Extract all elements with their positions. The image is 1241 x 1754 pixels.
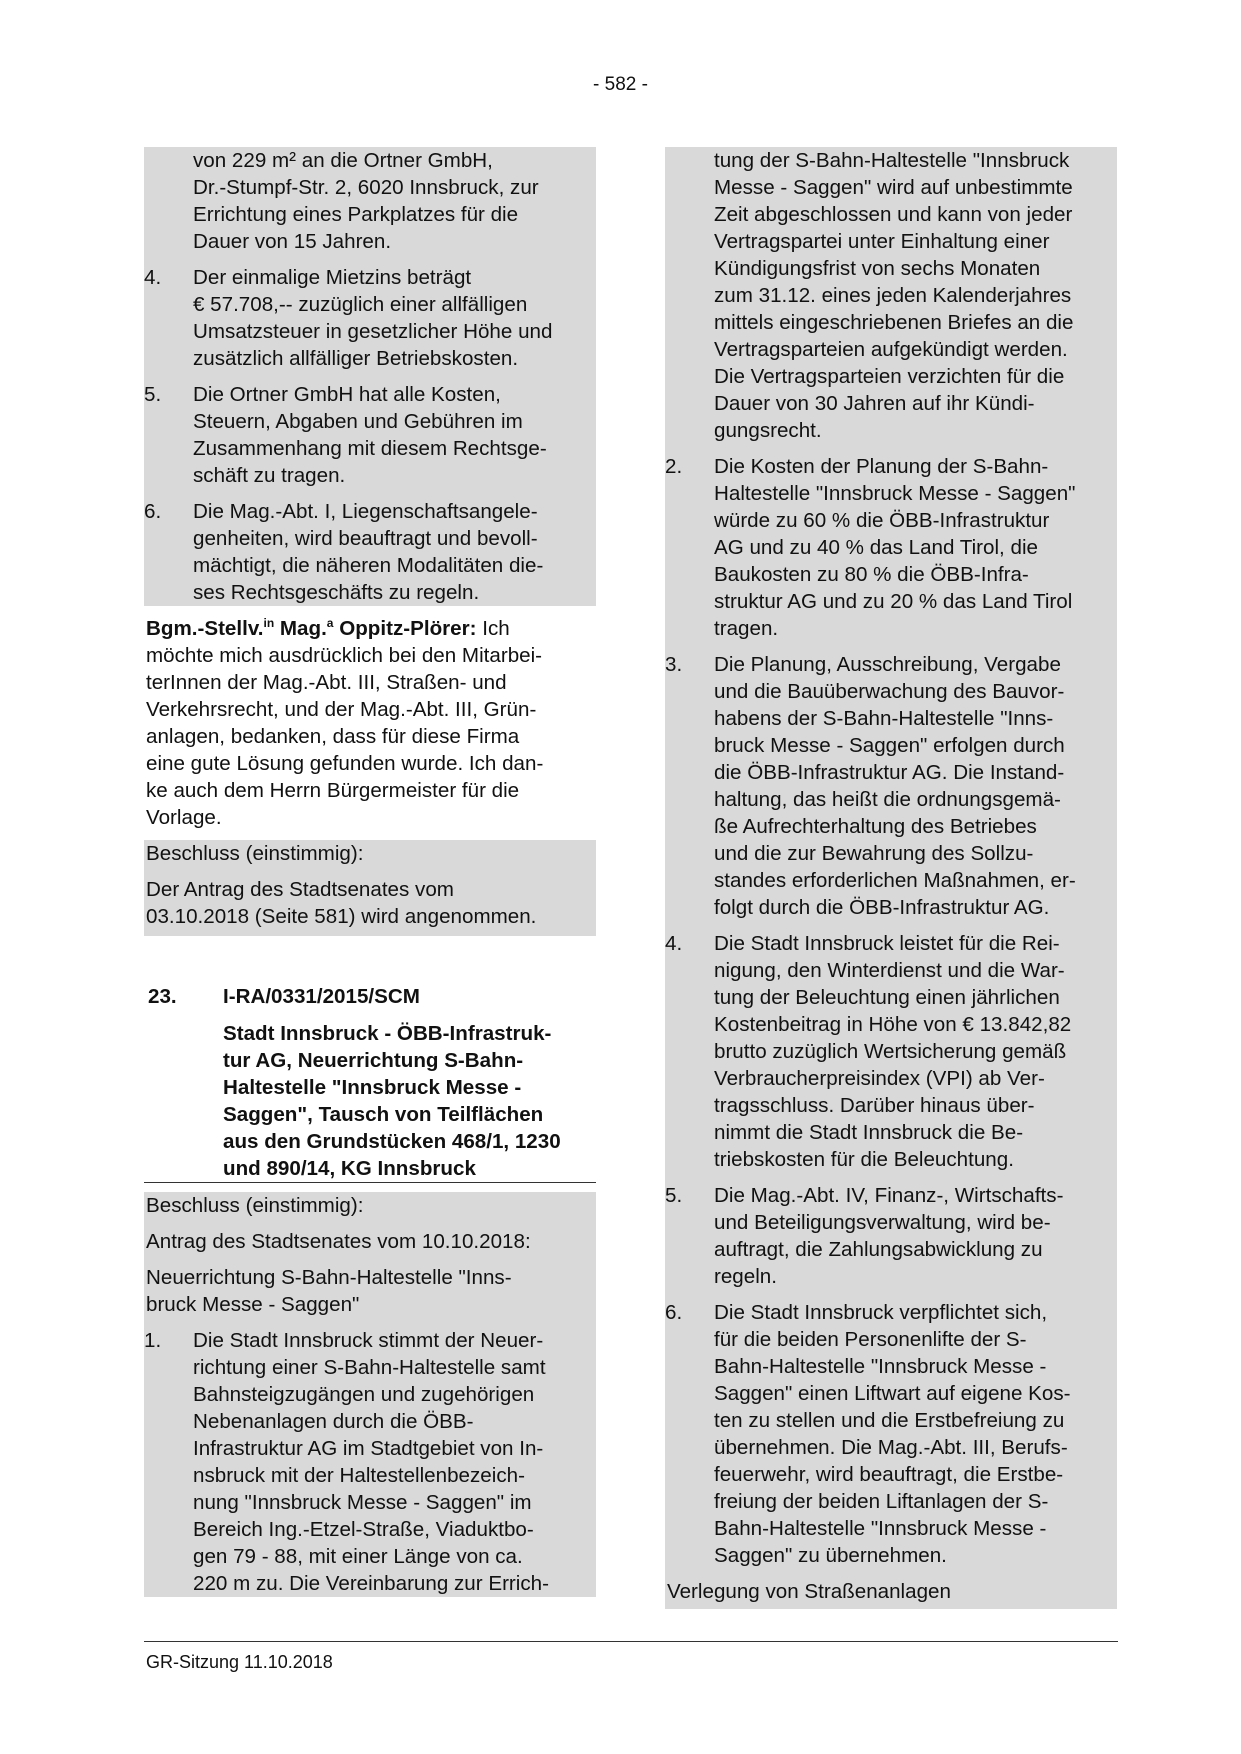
section-heading: Verlegung von Straßenanlagen xyxy=(665,1578,1117,1605)
list-item: 6. Die Mag.-Abt. I, Liegenschaftsangele- genheiten, wird beauftragt und bevoll- mächtigt, die näheren Modalitäten die- ses Rechtsgeschäfts zu regeln. xyxy=(144,498,596,606)
agenda-item-header: 23. I-RA/0331/2015/SCM xyxy=(148,985,420,1008)
list-item: 5. Die Ortner GmbH hat alle Kosten, Steuern, Abgaben und Gebühren im Zusammenhang mit diesem Rechtsge- schäft zu tragen. xyxy=(144,381,596,489)
speaker-statement: Bgm.-Stellv.$^{in}$ Mag.$^a$ Oppitz-Plörer: Ich möchte mich ausdrücklich bei den Mitarbei- terInnen der Mag.-Abt. III, Straßen- und Verkehrsrecht, und der Mag.-Abt. III, Grün- anlagen, bedanken, dass für diese Firma eine gute Lösung gefunden wurde. Ich dan- ke auch dem Herrn Bürgermeister für die Vorlage. xyxy=(146,616,544,829)
list-item: 4. Die Stadt Innsbruck leistet für die Rei- nigung, den Winterdienst und die War- tung der Beleuchtung einen jährlichen Kostenbeitrag in Höhe von € 13.842,82 brutto zuzüglich Wertsicherung gemäß Verbraucherpreisindex (VPI) ab Ver- tragsschluss. Darüber hinaus über- nimmt die Stadt Innsbruck die Be- triebskosten für die Beleuchtung. xyxy=(665,930,1117,1173)
agenda-item-title: Stadt Innsbruck - ÖBB-Infrastruk- tur AG, Neuerrichtung S-Bahn- Haltestelle "Innsbruck Messe - Saggen", Tausch von Teilflächen aus den Grundstücken 468/1, 1230 und 890/14, KG Innsbruck xyxy=(144,1020,596,1183)
footer-text: GR-Sitzung 11.10.2018 xyxy=(146,1652,333,1672)
motion-subject: Neuerrichtung S-Bahn-Haltestelle "Inns- bruck Messe - Saggen" xyxy=(144,1264,596,1318)
continued-item-text: von 229 m² an die Ortner GmbH, Dr.-Stumpf-Str. 2, 6020 Innsbruck, zur Errichtung eines Parkplatzes für die Dauer von 15 Jahren. xyxy=(144,147,596,255)
continued-item-text: tung der S-Bahn-Haltestelle "Innsbruck Messe - Saggen" wird auf unbestimmte Zeit abgeschlossen und kann von jeder Vertragspartei unter Einhaltung einer Kündigungsfrist von sechs Monaten zum 31.12. eines jeden Kalenderjahres mittels eingeschriebenen Briefes an die Vertragsparteien aufgekündigt werden. Die Vertragsparteien verzichten für die Dauer von 30 Jahren auf ihr Kündi- gungsrecht. xyxy=(665,147,1117,444)
motion-heading: Antrag des Stadtsenates vom 10.10.2018: xyxy=(144,1228,596,1255)
list-item: 3. Die Planung, Ausschreibung, Vergabe und die Bauüberwachung des Bauvor- habens der S-Bahn-Haltestelle "Inns- bruck Messe - Saggen" erfolgen durch die ÖBB-Infrastruktur AG. Die Instand- haltung, das heißt die ordnungsgemä- ße Aufrechterhaltung des Betriebes und die zur Bewahrung des Sollzu- standes erforderlichen Maßnahmen, er- folgt durch die ÖBB-Infrastruktur AG. xyxy=(665,651,1117,921)
list-item: 1. Die Stadt Innsbruck stimmt der Neuer- richtung einer S-Bahn-Haltestelle samt Bahnsteigzugängen und zugehörigen Nebenanlagen durch die ÖBB- Infrastruktur AG im Stadtgebiet von In- nsbruck mit der Haltestellenbezeich- nung "Innsbruck Messe - Saggen" im Bereich Ing.-Etzel-Straße, Viaduktbo- gen 79 - 88, mit einer Länge von ca. 220 m zu. Die Vereinbarung zur Errich- xyxy=(144,1327,596,1597)
resolution-label: Beschluss (einstimmig): xyxy=(144,1192,596,1219)
resolution-label: Beschluss (einstimmig): xyxy=(144,840,596,867)
list-item: 6. Die Stadt Innsbruck verpflichtet sich, für die beiden Personenlifte der S- Bahn-Haltestelle "Innsbruck Messe - Saggen" einen Liftwart auf eigene Kos- ten zu stellen und die Erstbefreiung zu übernehmen. Die Mag.-Abt. III, Berufs- feuerwehr, wird beauftragt, die Erstbe- freiung der beiden Liftanlagen der S- Bahn-Haltestelle "Innsbruck Messe - Saggen" zu übernehmen. xyxy=(665,1299,1117,1569)
left-column xyxy=(144,147,596,1597)
list-item: 5. Die Mag.-Abt. IV, Finanz-, Wirtschafts- und Beteiligungsverwaltung, wird be- auftragt, die Zahlungsabwicklung zu regeln. xyxy=(665,1182,1117,1290)
list-item: 2. Die Kosten der Planung der S-Bahn- Haltestelle "Innsbruck Messe - Saggen" würde zu 60 % die ÖBB-Infrastruktur AG und zu 40 % das Land Tirol, die Baukosten zu 80 % die ÖBB-Infra- struktur AG und zu 20 % das Land Tirol tragen. xyxy=(665,453,1117,642)
page-number: - 582 - xyxy=(593,74,648,95)
list-item: 4. Der einmalige Mietzins beträgt € 57.708,-- zuzüglich einer allfälligen Umsatzsteuer in gesetzlicher Höhe und zusätzlich allfälliger Betriebskosten. xyxy=(144,264,596,372)
speaker-name: Bgm.-Stellv.$^{in}$ Mag.$^a$ Oppitz-Plörer: xyxy=(146,616,477,640)
right-column xyxy=(665,147,1117,1609)
resolution-text: Der Antrag des Stadtsenates vom 03.10.2018 (Seite 581) wird angenommen. xyxy=(144,876,596,930)
footer-divider xyxy=(144,1641,1118,1642)
